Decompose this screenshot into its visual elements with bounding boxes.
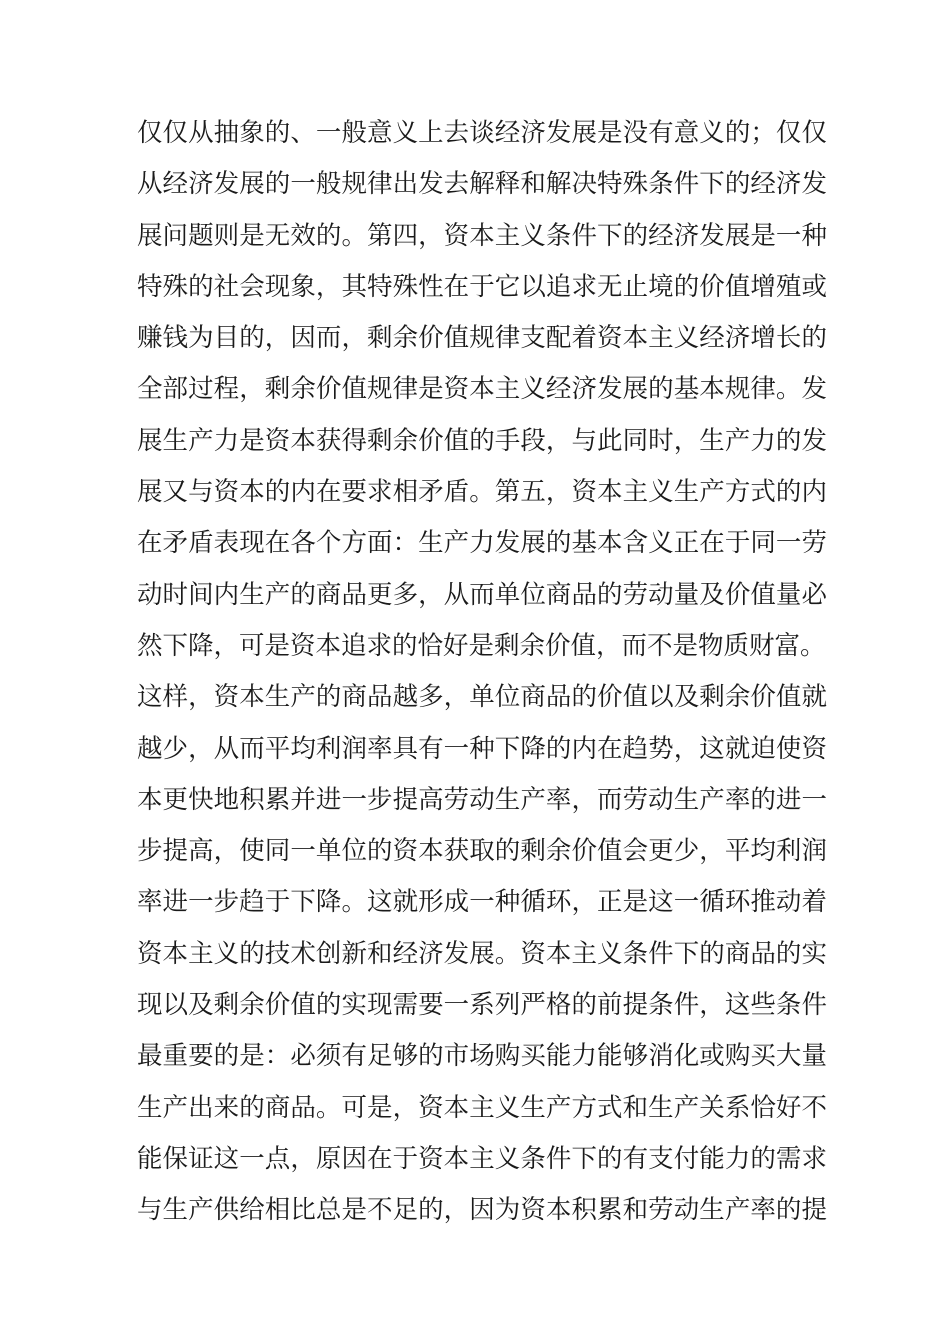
text-line-18: 现以及剩余价值的实现需要一系列严格的前提条件，这些条件 — [137, 990, 827, 1021]
text-line-4: 特殊的社会现象，其特殊性在于它以追求无止境的价值增殖或 — [137, 271, 827, 302]
text-line-22: 与生产供给相比总是不足的，因为资本积累和劳动生产率的提 — [137, 1195, 827, 1226]
text-line-7: 展生产力是资本获得剩余价值的手段，与此同时，生产力的发 — [137, 425, 827, 456]
text-line-9: 在矛盾表现在各个方面：生产力发展的基本含义正在于同一劳 — [137, 528, 827, 559]
text-line-19: 最重要的是：必须有足够的市场购买能力能够消化或购买大量 — [137, 1041, 827, 1072]
text-line-17: 资本主义的技术创新和经济发展。资本主义条件下的商品的实 — [137, 938, 827, 969]
text-line-3: 展问题则是无效的。第四，资本主义条件下的经济发展是一种 — [137, 220, 827, 251]
text-line-12: 这样，资本生产的商品越多，单位商品的价值以及剩余价值就 — [137, 682, 827, 713]
text-line-13: 越少，从而平均利润率具有一种下降的内在趋势，这就迫使资 — [137, 733, 827, 764]
text-line-10: 动时间内生产的商品更多，从而单位商品的劳动量及价值量必 — [137, 579, 827, 610]
text-line-15: 步提高，使同一单位的资本获取的剩余价值会更少，平均利润 — [137, 836, 827, 867]
body-text — [137, 108, 827, 1237]
text-line-1: 仅仅从抽象的、一般意义上去谈经济发展是没有意义的；仅仅 — [137, 118, 827, 148]
text-line-16: 率进一步趋于下降。这就形成一种循环，正是这一循环推动着 — [137, 887, 827, 918]
text-line-11: 然下降，可是资本追求的恰好是剩余价值，而不是物质财富。 — [137, 630, 826, 661]
text-line-6: 全部过程，剩余价值规律是资本主义经济发展的基本规律。发 — [137, 374, 827, 405]
text-line-20: 生产出来的商品。可是，资本主义生产方式和生产关系恰好不 — [137, 1092, 827, 1123]
text-line-14: 本更快地积累并进一步提高劳动生产率，而劳动生产率的进一 — [137, 784, 827, 815]
text-line-21: 能保证这一点，原因在于资本主义条件下的有支付能力的需求 — [137, 1143, 827, 1174]
text-line-2: 从经济发展的一般规律出发去解释和解决特殊条件下的经济发 — [137, 169, 827, 200]
text-line-8: 展又与资本的内在要求相矛盾。第五，资本主义生产方式的内 — [137, 477, 827, 508]
text-line-5: 赚钱为目的，因而，剩余价值规律支配着资本主义经济增长的 — [137, 323, 827, 354]
